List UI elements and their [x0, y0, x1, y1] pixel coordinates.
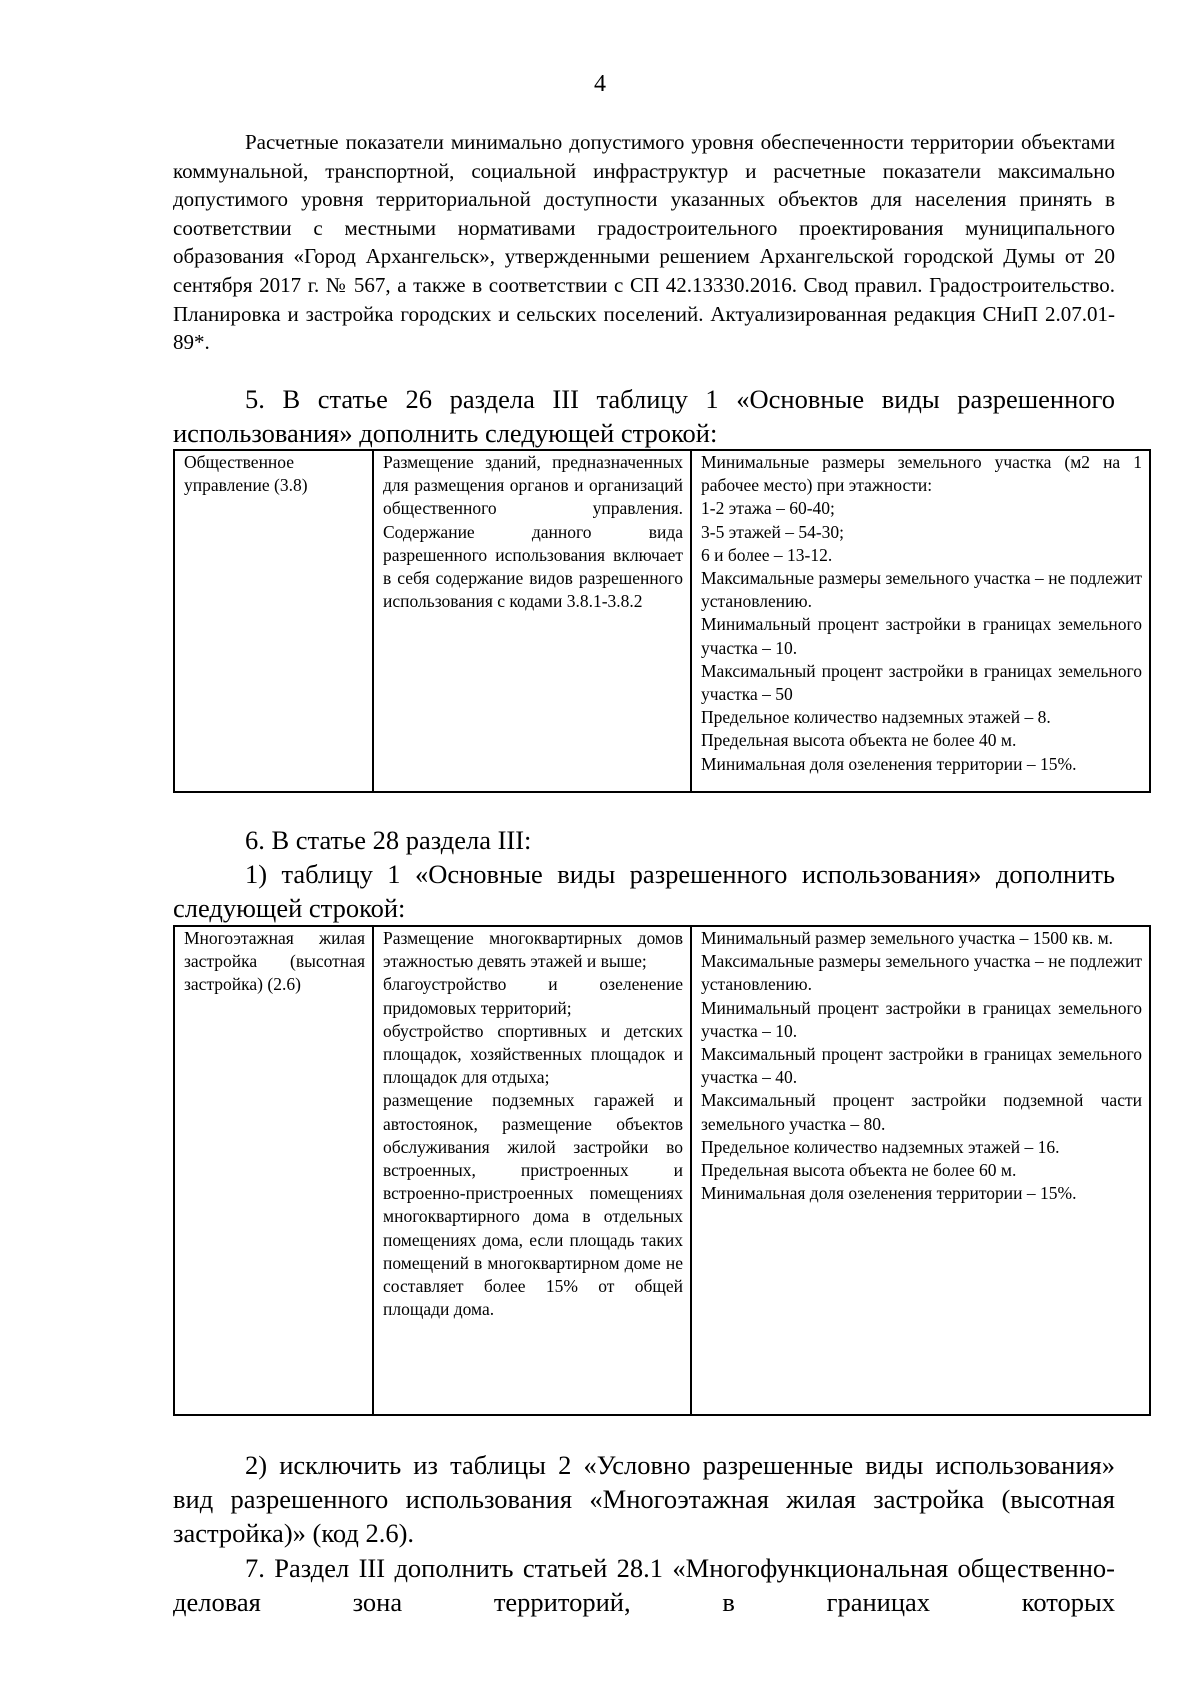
item-6-sub-2: 2) исключить из таблицы 2 «Условно разрешенные виды использования» вид разрешенного использования «Многоэтажная жилая застройка (высотная застройка)» (код 2.6). [173, 1450, 1115, 1548]
table-row [174, 450, 1150, 792]
page-number: 4 [594, 71, 606, 97]
intro-paragraph: Расчетные показатели минимально допустимого уровня обеспеченности территории объектами коммунальной, транспортной, социальной инфраструктур и расчетные показатели максимально допустимого уровня территориальной доступности указанных объектов для населения принять в соответствии с местными нормативами градостроительного проектирования муниципального образования «Город Архангельск», утвержденными решением Архангельской городской Думы от 20 сентября 2017 г. № 567, а также в соответствии с СП 42.13330.2016. Свод правил. Градостроительство. Планировка и застройка городских и сельских поселений. Актуализированная редакция СНиП 2.07.01-89*. [173, 130, 1115, 355]
param-line: Минимальный размер земельного участка – 1500 кв. м. [701, 928, 1114, 948]
param-line: Предельная высота объекта не более 60 м. [701, 1160, 1017, 1181]
table-row [174, 926, 1150, 1415]
param-line: Предельное количество надземных этажей – 16. [701, 1136, 1060, 1157]
param-line: Минимальный процент застройки в границах земельного участка – 10. [701, 997, 1142, 1041]
param-line: Максимальные размеры земельного участка – не подлежит установлению. [701, 951, 1142, 995]
table-cell-parameters [691, 926, 1150, 1415]
param-line: Предельная высота объекта не более 40 м. [701, 730, 1017, 751]
table-cell-use-description [373, 926, 691, 1415]
item-6-sub-1: 1) таблицу 1 «Основные виды разрешенного использования» дополнить следующей строкой: [173, 859, 1115, 923]
description-line: обустройство спортивных и детских площадок, хозяйственных площадок и площадок для отдыха; [383, 1020, 683, 1088]
param-line: Минимальная доля озеленения территории – 15%. [701, 1183, 1077, 1204]
param-line: 3-5 этажей – 54-30; [701, 521, 845, 542]
param-line: Максимальные размеры земельного участка – не подлежит установлению. [701, 568, 1142, 612]
param-line: Минимальная доля озеленения территории – 15%. [701, 753, 1077, 774]
item-7-text: 7. Раздел III дополнить статьей 28.1 «Многофункциональная общественно-деловая зона территорий, в границах которых [173, 1553, 1115, 1617]
param-line: 6 и более – 13-12. [701, 544, 833, 565]
param-line: Максимальный процент застройки подземной части земельного участка – 80. [701, 1090, 1142, 1134]
param-line: Минимальный процент застройки в границах земельного участка – 10. [701, 614, 1142, 658]
param-line: Максимальный процент застройки в границах земельного участка – 50 [701, 660, 1142, 705]
param-line: Максимальный процент застройки в границах земельного участка – 40. [701, 1044, 1142, 1088]
table-basic-use-article-28 [173, 925, 1151, 1416]
item-5-text: 5. В статье 26 раздела III таблицу 1 «Основные виды разрешенного использования» дополнить следующей строкой: [173, 384, 1115, 448]
description-line: Размещение многоквартирных домов этажностью девять этажей и выше; [383, 928, 683, 972]
description-line: размещение подземных гаражей и автостоянок, размещение объектов обслуживания жилой застройки во встроенных, пристроенных и встроенно-пристроенных помещениях многоквартирного дома в отдельных помещениях дома, если площадь таких помещений в многоквартирном доме не составляет более 15% от общей площади дома. [383, 1090, 683, 1320]
table-basic-use-article-26 [173, 449, 1151, 793]
description-line: благоустройство и озеленение придомовых территорий; [383, 974, 683, 1018]
param-line: Минимальные размеры земельного участка (м2 на 1 рабочее место) при этажности: [701, 452, 1142, 496]
item-6-heading: 6. В статье 28 раздела III: [245, 825, 532, 855]
table-cell-use-name: Многоэтажная жилая застройка (высотная застройка) (2.6) [174, 926, 373, 1415]
param-line: Предельное количество надземных этажей – 8. [701, 707, 1051, 728]
table-cell-use-description: Размещение зданий, предназначенных для размещения органов и организаций общественного управления. Содержание данного вида разрешенного использования включает в себя содержание видов разрешенного использования с кодами 3.8.1-3.8.2 [373, 450, 691, 792]
param-line: 1-2 этажа – 60-40; [701, 498, 835, 519]
table-cell-use-name: Общественное управление (3.8) [174, 450, 373, 792]
table-cell-parameters [691, 450, 1150, 792]
